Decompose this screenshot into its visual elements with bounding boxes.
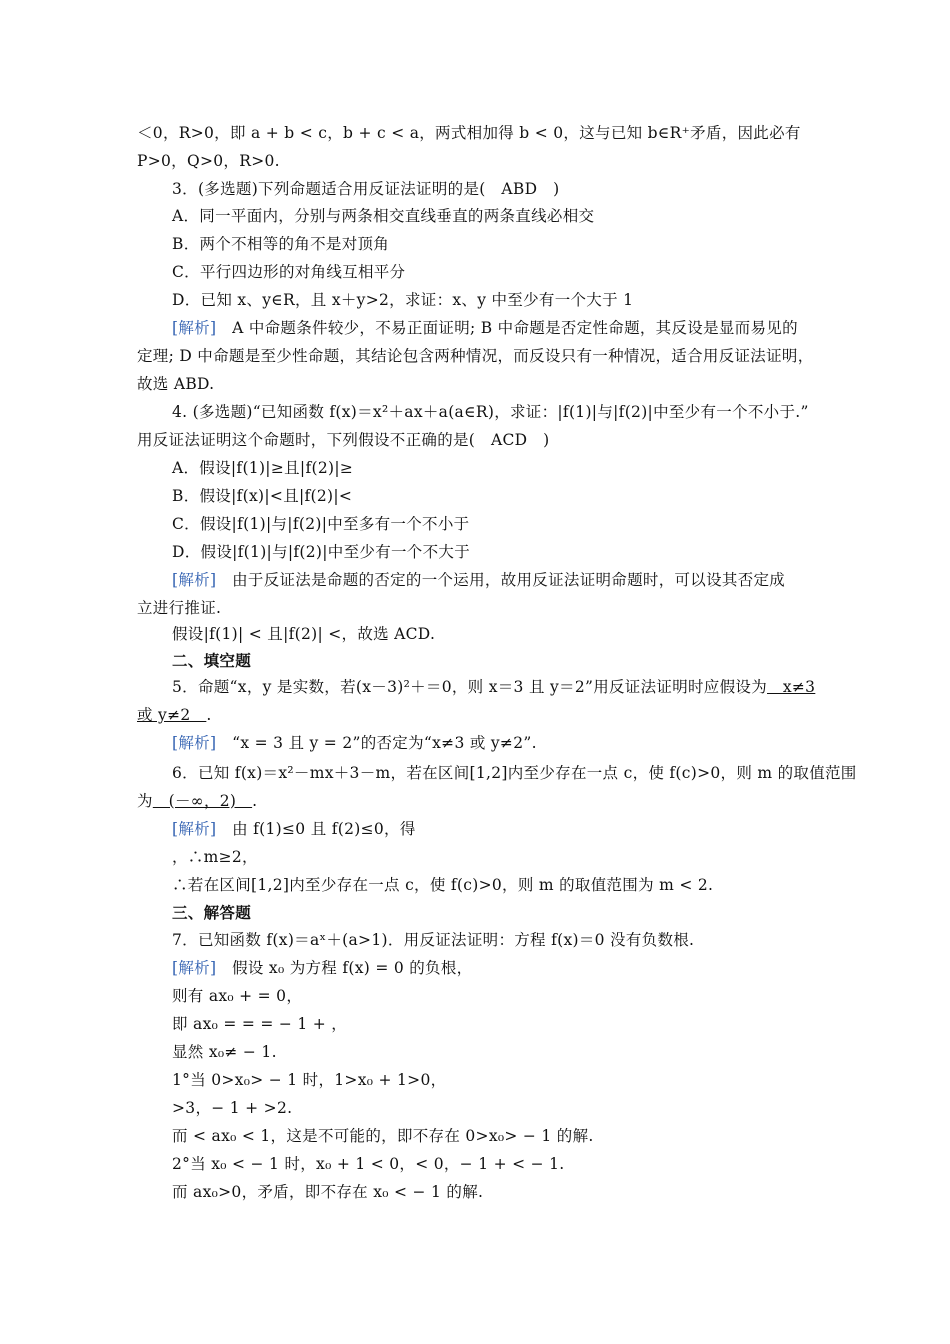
text-line	[172, 958, 472, 978]
line-text: 立进行推证.	[137, 599, 222, 617]
text-line	[172, 179, 559, 199]
text-line	[172, 1098, 292, 1118]
line-text: ∴若在区间[1,2]内至少存在一点 c，使 f(c)>0，则 m 的取值范围为 m < 2.	[172, 876, 714, 894]
text-line	[172, 402, 809, 422]
line-text: C．假设|f(1)|与|f(2)|中至多有一个不小于	[172, 515, 470, 533]
line-text: 6．已知 f(x)＝x²－mx＋3－m，若在区间[1,2]内至少存在一点 c，使 f(c)>0，则 m 的取值范围	[172, 764, 857, 782]
text-line	[172, 819, 416, 839]
text-line	[172, 847, 258, 867]
text-line	[172, 318, 798, 338]
text-line	[172, 262, 405, 282]
text-line	[172, 514, 469, 534]
line-tail: .	[252, 792, 258, 810]
line-text: 用反证法证明这个命题时，下列假设不正确的是( ACD )	[137, 431, 550, 449]
line-text: B．两个不相等的角不是对顶角	[172, 235, 390, 253]
line-text: 则有 ax₀ + = 0，	[172, 987, 303, 1005]
text-line	[172, 1126, 594, 1146]
text-line	[172, 733, 537, 753]
line-text: B．假设|f(x)|<且|f(2)|<	[172, 487, 353, 505]
line-text: 假设|f(1)| < 且|f(2)| <，故选 ACD.	[172, 625, 436, 643]
line-text: A 中命题条件较少，不易正面证明; B 中命题是否定性命题，其反设是显而易见的	[216, 319, 798, 337]
line-text: 定理; D 中命题是至少性命题，其结论包含两种情况，而反设只有一种情况，适合用反证法证明，	[137, 347, 814, 365]
line-text: 而 ax₀>0，矛盾，即不存在 x₀ < − 1 的解.	[172, 1183, 484, 1201]
text-line	[137, 705, 212, 725]
text-line	[172, 234, 389, 254]
text-line	[172, 763, 857, 783]
line-text: 2°当 x₀ < − 1 时，x₀ + 1 < 0，< 0，− 1 + < − 1.	[172, 1155, 565, 1173]
line-text: 由于反证法是命题的否定的一个运用，故用反证法证明命题时，可以设其否定成	[216, 571, 786, 589]
line-text: “x = 3 且 y = 2”的否定为“x≠3 或 y≠2”.	[216, 734, 537, 752]
line-text: .	[206, 706, 212, 724]
section-heading: 二、填空题	[172, 652, 252, 670]
line-text: 4. (多选题)“已知函数 f(x)＝x²＋ax＋a(a∈R)，求证：|f(1)|与|f(2)|中至少有一个不小于.”	[172, 403, 809, 421]
text-line	[172, 677, 815, 697]
text-line	[172, 875, 713, 895]
line-text: 故选 ABD.	[137, 375, 215, 393]
line-text: 显然 x₀≠ − 1.	[172, 1043, 277, 1061]
line-text: 假设 x₀ 为方程 f(x) = 0 的负根，	[216, 959, 473, 977]
line-text: >3，− 1 + >2.	[172, 1099, 293, 1117]
text-line	[172, 1070, 446, 1090]
line-text: D．假设|f(1)|与|f(2)|中至少有一个不大于	[172, 543, 471, 561]
answer-blank: (－∞，2)	[152, 792, 253, 810]
answer-blank: 或 y≠2	[137, 706, 207, 724]
line-text: 而 < ax₀ < 1，这是不可能的，即不存在 0>x₀> − 1 的解.	[172, 1127, 594, 1145]
line-text: 5．命题“x，y 是实数，若(x－3)²＋＝0，则 x＝3 且 y＝2”用反证法证明时应假设为	[172, 678, 768, 696]
text-line	[172, 651, 251, 671]
text-line	[172, 1042, 277, 1062]
analysis-tag: [解析]	[172, 319, 217, 337]
text-line	[137, 151, 280, 171]
text-line	[137, 123, 801, 143]
text-line	[172, 1154, 565, 1174]
line-text: 由 f(1)≤0 且 f(2)≤0，得	[216, 820, 416, 838]
text-line	[172, 930, 694, 950]
line-text: 为	[137, 792, 153, 810]
line-text: A．同一平面内，分别与两条相交直线垂直的两条直线必相交	[172, 207, 595, 225]
line-text: C．平行四边形的对角线互相平分	[172, 263, 406, 281]
line-text: D．已知 x、y∈R，且 x＋y>2，求证：x、y 中至少有一个大于 1	[172, 291, 634, 309]
text-line	[137, 598, 221, 618]
analysis-tag: [解析]	[172, 959, 217, 977]
text-line	[172, 570, 785, 590]
text-line	[137, 346, 814, 366]
line-text: ，∴m≥2，	[172, 848, 258, 866]
text-line	[172, 624, 435, 644]
text-line	[172, 1014, 347, 1034]
analysis-tag: [解析]	[172, 820, 217, 838]
line-text: P>0，Q>0，R>0.	[137, 152, 280, 170]
text-line	[137, 374, 214, 394]
text-line	[172, 290, 633, 310]
text-line	[172, 458, 353, 478]
line-text: 即 ax₀ = = = − 1 + ，	[172, 1015, 348, 1033]
line-text: 1°当 0>x₀> − 1 时，1>x₀ + 1>0，	[172, 1071, 447, 1089]
text-line	[172, 486, 352, 506]
text-line	[172, 903, 251, 923]
section-heading: 三、解答题	[172, 904, 252, 922]
analysis-tag: [解析]	[172, 571, 217, 589]
text-line	[137, 430, 549, 450]
text-line	[172, 986, 302, 1006]
line-text: 3．(多选题)下列命题适合用反证法证明的是( ABD )	[172, 180, 560, 198]
text-line	[137, 791, 257, 811]
text-line	[172, 1182, 483, 1202]
line-text: ＜0，R>0，即 a + b < c，b + c < a，两式相加得 b < 0，这与已知 b∈R⁺矛盾，因此必有	[137, 124, 801, 142]
analysis-tag: [解析]	[172, 734, 217, 752]
answer-blank: x≠3	[767, 678, 816, 696]
text-line	[172, 542, 470, 562]
text-line	[172, 206, 594, 226]
line-text: 7．已知函数 f(x)＝aˣ＋(a>1)．用反证法证明：方程 f(x)＝0 没有负数根.	[172, 931, 695, 949]
line-text: A．假设|f(1)|≥且|f(2)|≥	[172, 459, 354, 477]
